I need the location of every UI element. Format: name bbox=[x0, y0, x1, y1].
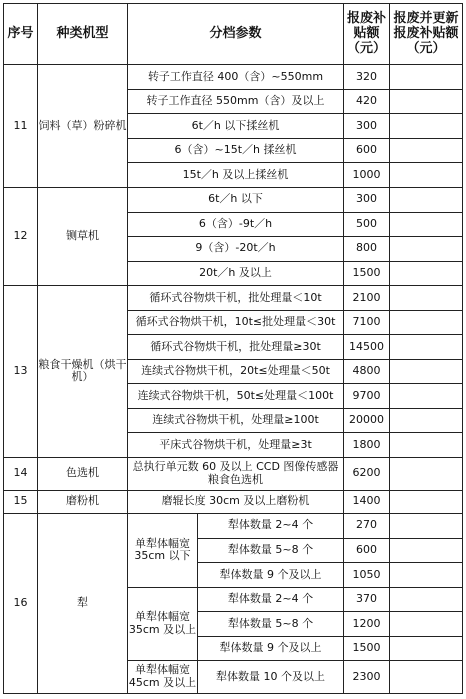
subsidy-value: 1050 bbox=[344, 563, 390, 588]
renew-value-empty bbox=[390, 163, 463, 188]
header-row bbox=[4, 4, 463, 65]
subsidy-value: 500 bbox=[344, 212, 390, 237]
renew-value-empty bbox=[390, 612, 463, 637]
renew-value-empty bbox=[390, 490, 463, 514]
subsidy-value: 1200 bbox=[344, 612, 390, 637]
renew-value-empty bbox=[390, 237, 463, 262]
group-type: 粮食干燥机（烘干机） bbox=[38, 286, 128, 458]
param-cell: 循环式谷物烘干机，批处理量≥30t bbox=[128, 335, 344, 360]
subsidy-value: 1800 bbox=[344, 433, 390, 458]
renew-value-empty bbox=[390, 408, 463, 433]
subsidy-value: 300 bbox=[344, 187, 390, 212]
subsidy-value: 20000 bbox=[344, 408, 390, 433]
group-type: 饲料（草）粉碎机 bbox=[38, 65, 128, 188]
subsidy-value: 7100 bbox=[344, 310, 390, 335]
group-seq: 13 bbox=[4, 286, 38, 458]
renew-value-empty bbox=[390, 433, 463, 458]
table-row bbox=[4, 490, 463, 514]
param-cell: 连续式谷物烘干机，50t≤处理量＜100t bbox=[128, 384, 344, 409]
param-cell: 9（含）-20t／h bbox=[128, 237, 344, 262]
group-seq: 16 bbox=[4, 514, 38, 694]
renew-value-empty bbox=[390, 359, 463, 384]
subsidy-value: 14500 bbox=[344, 335, 390, 360]
renew-value-empty bbox=[390, 636, 463, 661]
subsidy-value: 800 bbox=[344, 237, 390, 262]
group-seq: 12 bbox=[4, 187, 38, 285]
param-cell: 20t／h 及以上 bbox=[128, 261, 344, 286]
renew-value-empty bbox=[390, 335, 463, 360]
renew-value-empty bbox=[390, 114, 463, 139]
subsidy-value: 1500 bbox=[344, 636, 390, 661]
subsidy-value: 1000 bbox=[344, 163, 390, 188]
subsidy-value: 270 bbox=[344, 514, 390, 539]
group-seq: 15 bbox=[4, 490, 38, 514]
renew-value-empty bbox=[390, 457, 463, 490]
subsidy-value: 4800 bbox=[344, 359, 390, 384]
header-params: 分档参数 bbox=[128, 4, 344, 65]
renew-value-empty bbox=[390, 65, 463, 90]
subsidy-value: 6200 bbox=[344, 457, 390, 490]
param-cell: 6（含）-9t／h bbox=[128, 212, 344, 237]
param-cell: 犁体数量 5~8 个 bbox=[198, 612, 344, 637]
table-row bbox=[4, 514, 463, 539]
group-type: 铡草机 bbox=[38, 187, 128, 285]
subsidy-value: 370 bbox=[344, 587, 390, 612]
group-seq: 11 bbox=[4, 65, 38, 188]
param-cell: 15t／h 及以上揉丝机 bbox=[128, 163, 344, 188]
subsidy-value: 2300 bbox=[344, 661, 390, 694]
subsidy-value: 2100 bbox=[344, 286, 390, 311]
param-cell: 犁体数量 2~4 个 bbox=[198, 587, 344, 612]
table-row bbox=[4, 286, 463, 311]
renew-value-empty bbox=[390, 384, 463, 409]
param-cell: 犁体数量 9 个及以上 bbox=[198, 563, 344, 588]
subsidy-value: 600 bbox=[344, 138, 390, 163]
group-seq: 14 bbox=[4, 457, 38, 490]
group-type: 色选机 bbox=[38, 457, 128, 490]
param-cell: 6t／h 以下揉丝机 bbox=[128, 114, 344, 139]
table-row bbox=[4, 187, 463, 212]
param-cell: 循环式谷物烘干机，批处理量＜10t bbox=[128, 286, 344, 311]
subsidy-table bbox=[3, 3, 463, 694]
subsidy-value: 320 bbox=[344, 65, 390, 90]
group-type: 磨粉机 bbox=[38, 490, 128, 514]
renew-value-empty bbox=[390, 261, 463, 286]
table-row bbox=[4, 65, 463, 90]
subsidy-value: 420 bbox=[344, 89, 390, 114]
renew-value-empty bbox=[390, 89, 463, 114]
renew-value-empty bbox=[390, 286, 463, 311]
header-seq: 序号 bbox=[4, 4, 38, 65]
subsidy-value: 300 bbox=[344, 114, 390, 139]
param-cell: 转子工作直径 550mm（含）及以上 bbox=[128, 89, 344, 114]
param-cell: 犁体数量 2~4 个 bbox=[198, 514, 344, 539]
param-cell: 磨辊长度 30cm 及以上磨粉机 bbox=[128, 490, 344, 514]
width-subgroup-label: 单犁体幅宽 35cm 以下 bbox=[128, 514, 198, 588]
param-cell: 犁体数量 5~8 个 bbox=[198, 538, 344, 563]
renew-value-empty bbox=[390, 212, 463, 237]
header-scrap-renew-subsidy: 报废并更新报废补贴额（元） bbox=[390, 4, 463, 65]
param-cell: 6（含）~15t／h 揉丝机 bbox=[128, 138, 344, 163]
group-type: 犁 bbox=[38, 514, 128, 694]
param-cell: 转子工作直径 400（含）~550mm bbox=[128, 65, 344, 90]
renew-value-empty bbox=[390, 514, 463, 539]
renew-value-empty bbox=[390, 661, 463, 694]
table-row bbox=[4, 457, 463, 490]
width-subgroup-label: 单犁体幅宽 45cm 及以上 bbox=[128, 661, 198, 694]
param-cell: 总执行单元数 60 及以上 CCD 图像传感器粮食色选机 bbox=[128, 457, 344, 490]
renew-value-empty bbox=[390, 538, 463, 563]
param-cell: 6t／h 以下 bbox=[128, 187, 344, 212]
subsidy-value: 1500 bbox=[344, 261, 390, 286]
param-cell: 连续式谷物烘干机，处理量≥100t bbox=[128, 408, 344, 433]
param-cell: 连续式谷物烘干机，20t≤处理量＜50t bbox=[128, 359, 344, 384]
subsidy-value: 9700 bbox=[344, 384, 390, 409]
renew-value-empty bbox=[390, 563, 463, 588]
header-type: 种类机型 bbox=[38, 4, 128, 65]
param-cell: 犁体数量 10 个及以上 bbox=[198, 661, 344, 694]
renew-value-empty bbox=[390, 310, 463, 335]
renew-value-empty bbox=[390, 187, 463, 212]
param-cell: 循环式谷物烘干机，10t≤批处理量＜30t bbox=[128, 310, 344, 335]
param-cell: 犁体数量 9 个及以上 bbox=[198, 636, 344, 661]
header-scrap-subsidy: 报废补贴额（元） bbox=[344, 4, 390, 65]
renew-value-empty bbox=[390, 138, 463, 163]
param-cell: 平床式谷物烘干机，处理量≥3t bbox=[128, 433, 344, 458]
width-subgroup-label: 单犁体幅宽 35cm 及以上 bbox=[128, 587, 198, 661]
renew-value-empty bbox=[390, 587, 463, 612]
subsidy-value: 600 bbox=[344, 538, 390, 563]
subsidy-value: 1400 bbox=[344, 490, 390, 514]
